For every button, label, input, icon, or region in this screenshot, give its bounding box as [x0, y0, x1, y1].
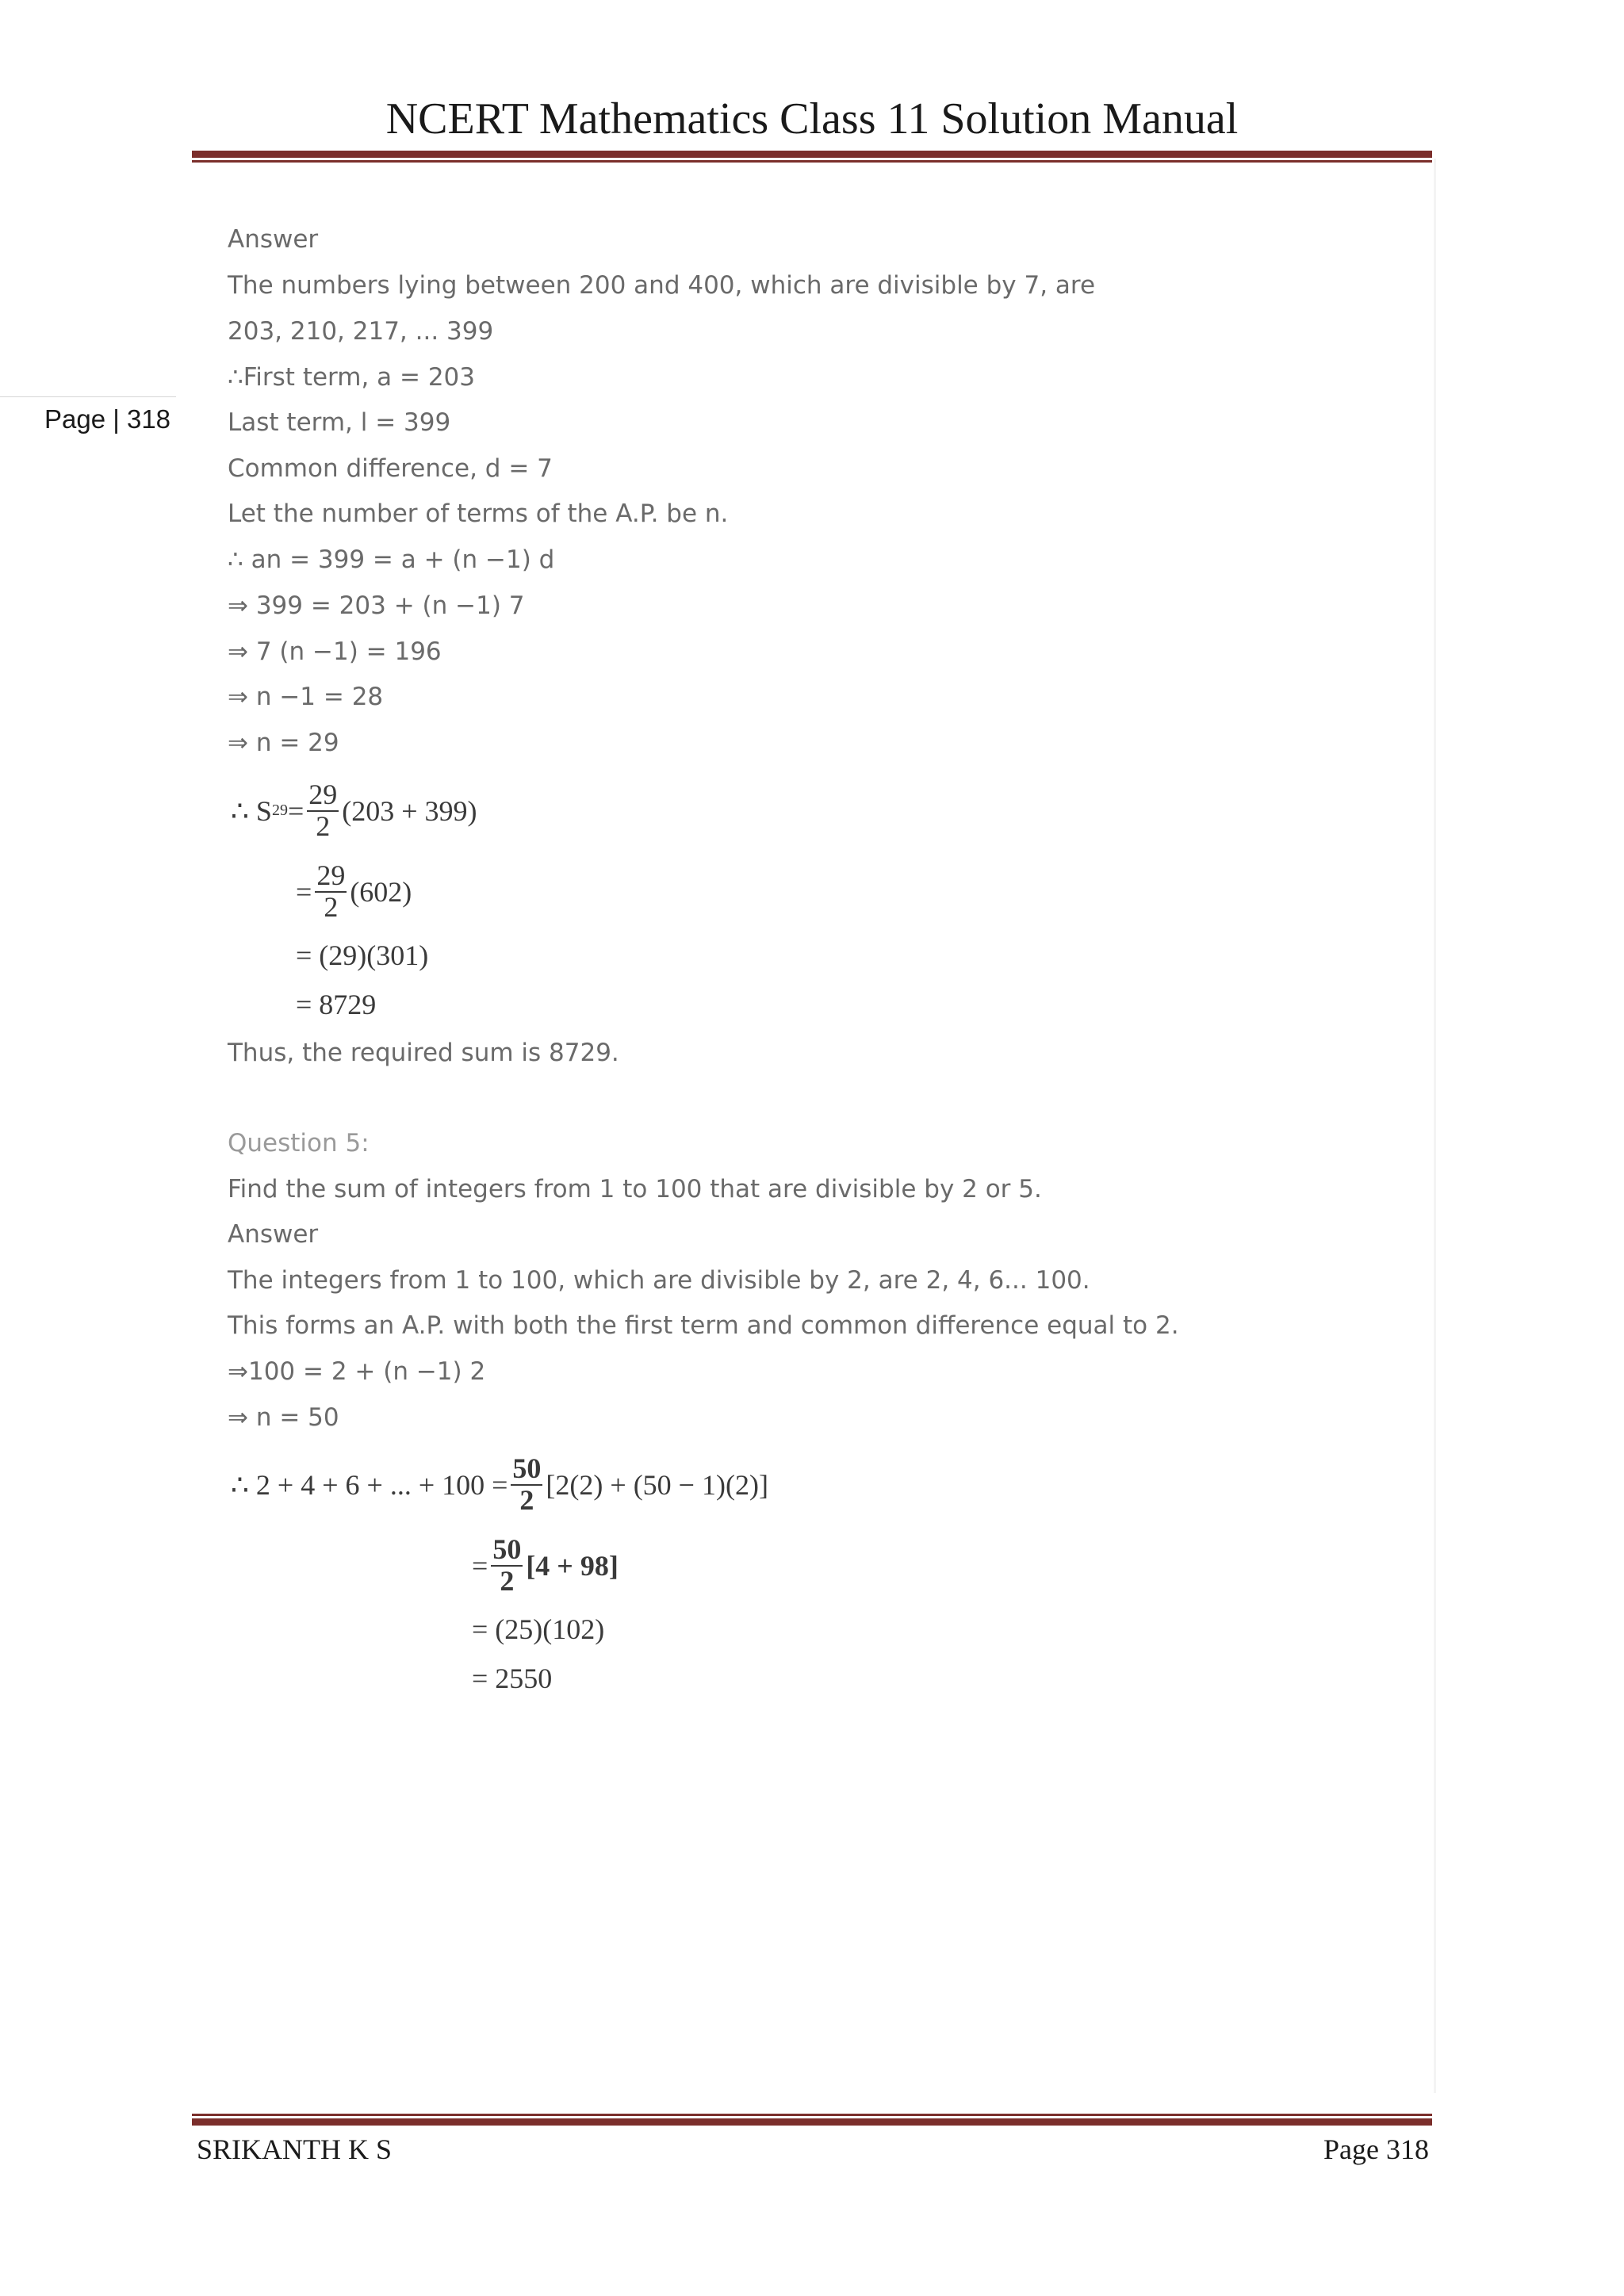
equation-step: = 2550 [472, 1663, 553, 1694]
fraction-numerator: 29 [316, 859, 346, 891]
question-text: Find the sum of integers from 1 to 100 that are divisible by 2 or 5. [228, 1175, 1042, 1203]
text-line: ⇒ 399 = 203 + (n −1) 7 [228, 591, 525, 620]
equation-step [296, 861, 412, 923]
fraction-numerator: 50 [492, 1533, 522, 1565]
equation-text: = [472, 1549, 488, 1582]
text-line: 203, 210, 217, ... 399 [228, 317, 494, 346]
equation-sum-s29 [231, 780, 477, 842]
fraction [511, 1454, 542, 1516]
fraction-denominator: 2 [316, 809, 331, 842]
answer-label: Answer [228, 225, 319, 254]
fraction-numerator: 50 [512, 1452, 542, 1484]
text-line: The integers from 1 to 100, which are divisible by 2, are 2, 4, 6... 100. [228, 1266, 1090, 1295]
equation-text: (203 + 399) [342, 794, 477, 827]
equation-text: [2(2) + (50 − 1)(2)] [546, 1468, 768, 1501]
text-line: Last term, l = 399 [228, 408, 451, 437]
equation-text: [4 + 98] [526, 1549, 619, 1582]
equation-text: = [296, 875, 312, 908]
header-rule [192, 151, 1432, 163]
equation-step: = (29)(301) [296, 939, 429, 971]
fraction-numerator: 29 [308, 779, 338, 810]
text-line: ⇒ n = 50 [228, 1403, 339, 1432]
equation-text: (602) [350, 875, 412, 908]
footer-page-number: Page 318 [1323, 2133, 1429, 2165]
text-line: Common difference, d = 7 [228, 454, 553, 483]
scan-edge-shade [1434, 159, 1436, 2093]
equation-text: = [287, 794, 304, 827]
page-title: NCERT Mathematics Class 11 Solution Manual [385, 94, 1239, 144]
fraction [491, 1535, 523, 1597]
side-divider [0, 396, 176, 397]
text-line: Thus, the required sum is 8729. [228, 1039, 619, 1067]
equation-text: ∴ S [231, 794, 272, 827]
text-line: ⇒100 = 2 + (n −1) 2 [228, 1357, 486, 1386]
equation-step [472, 1535, 619, 1597]
text-line: ∴First term, a = 203 [228, 363, 475, 392]
text-line: The numbers lying between 200 and 400, which are divisible by 7, are [228, 271, 1096, 300]
equation-subscript: 29 [271, 802, 288, 820]
footer-rule [192, 2114, 1432, 2126]
text-line: This forms an A.P. with both the first term and common difference equal to 2. [228, 1311, 1179, 1340]
answer-label: Answer [228, 1220, 319, 1249]
fraction-denominator: 2 [324, 890, 339, 923]
side-page-number: Page | 318 [44, 404, 171, 434]
equation-sum-even [231, 1454, 768, 1516]
equation-step: = (25)(102) [472, 1613, 605, 1645]
equation-text: ∴ 2 + 4 + 6 + ... + 100 = [231, 1468, 508, 1501]
text-line: ⇒ n −1 = 28 [228, 683, 384, 711]
fraction [307, 780, 339, 842]
fraction-denominator: 2 [519, 1483, 534, 1516]
fraction-denominator: 2 [500, 1564, 515, 1597]
text-line: ∴ an = 399 = a + (n −1) d [228, 545, 555, 574]
question-label: Question 5: [228, 1129, 370, 1158]
equation-step: = 8729 [296, 989, 377, 1020]
footer-author: SRIKANTH K S [197, 2133, 393, 2165]
text-line: ⇒ n = 29 [228, 729, 339, 757]
text-line: Let the number of terms of the A.P. be n. [228, 499, 729, 528]
text-line: ⇒ 7 (n −1) = 196 [228, 637, 442, 666]
fraction [315, 861, 347, 923]
